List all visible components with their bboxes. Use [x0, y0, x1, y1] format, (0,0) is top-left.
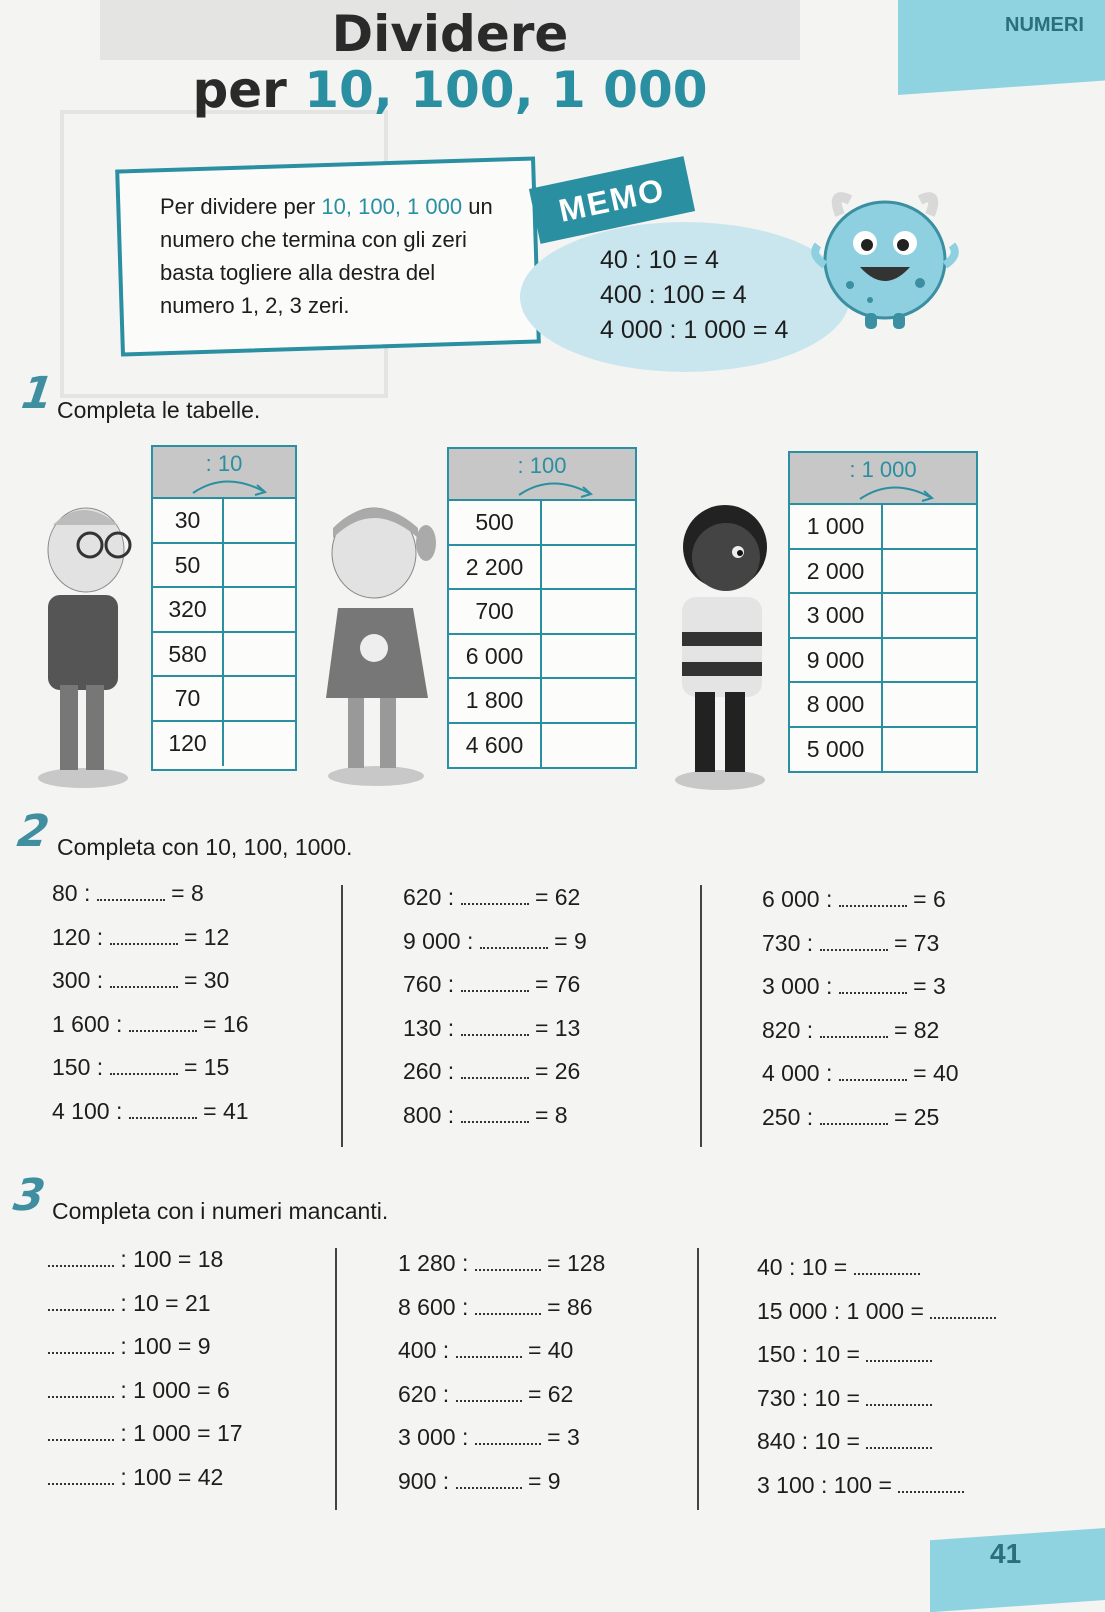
equation-line: [48, 1464, 223, 1491]
blank-answer[interactable]: [866, 1433, 932, 1449]
equation-result: = 76: [534, 971, 581, 998]
blank-answer[interactable]: [930, 1303, 996, 1319]
equation-line: [757, 1298, 996, 1325]
equation-result: = 30: [183, 967, 230, 994]
equation-result: = 41: [203, 1098, 249, 1124]
blank-answer[interactable]: [48, 1469, 114, 1485]
equation-result: = 16: [203, 1010, 249, 1037]
equation-result: = 12: [183, 923, 230, 950]
table-operator: : 1 000: [849, 457, 917, 482]
equation-dividend: 620 :: [398, 1380, 450, 1407]
title-line-1: Dividere: [331, 5, 569, 63]
equation-text: 730 : 10 =: [757, 1384, 860, 1411]
equation-line: [403, 1015, 580, 1042]
equation-rest: : 1 000 = 6: [120, 1376, 230, 1403]
blank-answer[interactable]: [461, 1107, 529, 1123]
blank-answer[interactable]: [129, 1103, 197, 1119]
equation-result: = 40: [527, 1337, 574, 1364]
equation-result: = 15: [183, 1054, 230, 1081]
table-row: [790, 683, 976, 728]
memo-examples: [600, 243, 788, 348]
blank-answer[interactable]: [97, 885, 165, 901]
equation-line: [762, 1104, 939, 1131]
blank-answer[interactable]: [898, 1477, 964, 1493]
equation-dividend: 760 :: [403, 971, 455, 998]
answer-cell[interactable]: [542, 724, 635, 769]
table-value: 50: [153, 544, 224, 587]
equation-dividend: 730 :: [762, 929, 814, 956]
table-row: [790, 550, 976, 595]
blank-answer[interactable]: [475, 1299, 541, 1315]
table-row: [153, 722, 295, 767]
blank-answer[interactable]: [48, 1295, 114, 1311]
exercise-3-title: Completa con i numeri mancanti.: [52, 1198, 389, 1224]
table-value: 70: [153, 677, 224, 720]
arrow-icon: [449, 463, 635, 499]
equation-dividend: 620 :: [403, 884, 455, 910]
table-row: [449, 724, 635, 769]
equation-dividend: 80 :: [52, 880, 91, 906]
equation-rest: : 100 = 42: [120, 1464, 224, 1490]
equation-line: [48, 1377, 230, 1404]
rule-numbers: 10, 100, 1 000: [321, 194, 463, 219]
equation-rest: : 100 = 18: [120, 1246, 224, 1272]
memo-example: 40 : 10 = 4: [600, 246, 719, 274]
blank-answer[interactable]: [110, 1059, 178, 1075]
rule-prefix: Per dividere per: [160, 194, 322, 219]
blank-answer[interactable]: [48, 1338, 114, 1354]
table-row: [790, 639, 976, 684]
column-divider: [700, 885, 702, 1147]
table-row: [153, 499, 295, 544]
equation-result: = 3: [913, 973, 946, 1000]
title-line-2: [170, 62, 730, 118]
blank-answer[interactable]: [866, 1390, 932, 1406]
equation-result: = 3: [547, 1424, 580, 1451]
equation-dividend: 3 000 :: [398, 1424, 469, 1451]
equation-dividend: 9 000 :: [403, 927, 474, 954]
equation-rest: : 1 000 = 17: [120, 1420, 243, 1447]
equation-line: [757, 1472, 964, 1499]
equation-text: 40 : 10 =: [757, 1254, 848, 1280]
equation-result: = 26: [534, 1058, 581, 1085]
blank-answer[interactable]: [820, 1109, 888, 1125]
page-number: 41: [990, 1538, 1022, 1569]
equation-dividend: 900 :: [398, 1468, 450, 1494]
equation-result: = 82: [893, 1016, 940, 1043]
equation-text: 840 : 10 =: [757, 1428, 860, 1455]
equation-result: = 73: [893, 929, 940, 956]
table-row: [449, 635, 635, 680]
equation-line: [403, 971, 580, 998]
column-divider: [335, 1248, 337, 1510]
equation-line: [762, 930, 939, 957]
table-value: 1 800: [449, 679, 542, 722]
equation-line: [52, 967, 229, 994]
blank-answer[interactable]: [461, 889, 529, 905]
equation-line: [48, 1246, 223, 1273]
division-table-10: [151, 445, 297, 771]
memo-rule-text: [160, 190, 510, 322]
equation-result: = 128: [547, 1250, 606, 1276]
answer-cell[interactable]: [224, 499, 295, 542]
equation-line: [403, 884, 580, 911]
equation-line: [757, 1254, 920, 1281]
equation-result: = 86: [547, 1293, 593, 1320]
division-table-100: [447, 447, 637, 769]
equation-result: = 9: [527, 1468, 561, 1494]
table-value: 6 000: [449, 635, 542, 678]
answer-cell[interactable]: [224, 722, 295, 767]
column-divider: [341, 885, 343, 1147]
table-value: 2 000: [790, 550, 883, 593]
division-table-1000: [788, 451, 978, 773]
answer-cell[interactable]: [883, 639, 976, 682]
blank-answer[interactable]: [839, 891, 907, 907]
blank-answer[interactable]: [456, 1342, 522, 1358]
equation-result: = 9: [554, 927, 587, 954]
equation-dividend: 250 :: [762, 1104, 814, 1130]
answer-cell[interactable]: [542, 635, 635, 678]
table-row: [449, 546, 635, 591]
equation-result: = 8: [534, 1102, 568, 1128]
blank-answer[interactable]: [839, 978, 907, 994]
equation-dividend: 120 :: [52, 923, 104, 950]
table-value: 1 000: [790, 505, 883, 548]
blank-answer[interactable]: [820, 1022, 888, 1038]
equation-result: = 62: [527, 1380, 574, 1407]
blank-answer[interactable]: [475, 1255, 541, 1271]
blank-answer[interactable]: [461, 1020, 529, 1036]
answer-cell[interactable]: [883, 728, 976, 773]
equation-line: [52, 880, 204, 907]
answer-cell[interactable]: [883, 505, 976, 548]
table-operator: : 10: [205, 451, 243, 476]
equation-dividend: 800 :: [403, 1102, 455, 1128]
equation-line: [48, 1290, 211, 1317]
blank-answer[interactable]: [110, 972, 178, 988]
blank-answer[interactable]: [475, 1429, 541, 1445]
equation-dividend: 8 600 :: [398, 1293, 469, 1320]
table-value: 4 600: [449, 724, 542, 769]
blank-answer[interactable]: [480, 933, 548, 949]
answer-cell[interactable]: [883, 594, 976, 637]
equation-dividend: 1 600 :: [52, 1010, 123, 1037]
equation-rest: : 100 = 9: [120, 1333, 211, 1360]
table-value: 320: [153, 588, 224, 631]
blank-answer[interactable]: [456, 1386, 522, 1402]
rule-rest: un numero che termina con gli zeri basta togliere alla destra del numero 1, 2, 3 zeri.: [160, 194, 493, 318]
arrow-icon: [790, 467, 976, 503]
table-value: 2 200: [449, 546, 542, 589]
blank-answer[interactable]: [48, 1382, 114, 1398]
answer-cell[interactable]: [542, 590, 635, 633]
exercise-2-number: 2: [14, 806, 53, 857]
equation-text: 15 000 : 1 000 =: [757, 1297, 924, 1324]
title-prefix: per: [192, 61, 305, 119]
blank-answer[interactable]: [461, 976, 529, 992]
exercise-2-title: Completa con 10, 100, 1000.: [57, 834, 353, 860]
equation-line: [398, 1294, 593, 1321]
table-value: 5 000: [790, 728, 883, 773]
table-row: [153, 677, 295, 722]
table-header: [790, 453, 976, 505]
table-operator: : 100: [517, 453, 567, 478]
section-label: NUMERI: [1005, 14, 1084, 36]
answer-cell[interactable]: [224, 677, 295, 720]
equation-line: [762, 1017, 939, 1044]
blank-answer[interactable]: [839, 1065, 907, 1081]
answer-cell[interactable]: [542, 501, 635, 544]
boy-glasses-illustration: [28, 500, 138, 790]
equation-dividend: 4 000 :: [762, 1060, 833, 1087]
table-row: [790, 594, 976, 639]
column-divider: [697, 1248, 699, 1510]
equation-dividend: 260 :: [403, 1058, 455, 1085]
equation-line: [48, 1333, 211, 1360]
answer-cell[interactable]: [224, 633, 295, 676]
blank-answer[interactable]: [48, 1251, 114, 1267]
equation-line: [52, 924, 229, 951]
table-value: 120: [153, 722, 224, 767]
equation-dividend: 3 000 :: [762, 973, 833, 1000]
equation-dividend: 1 280 :: [398, 1250, 469, 1276]
equation-line: [398, 1468, 561, 1495]
girl-pigtails-illustration: [318, 498, 438, 788]
table-row: [449, 590, 635, 635]
table-value: 500: [449, 501, 542, 544]
blank-answer[interactable]: [461, 1063, 529, 1079]
equation-dividend: 300 :: [52, 967, 104, 994]
blank-answer[interactable]: [48, 1425, 114, 1441]
blank-answer[interactable]: [129, 1016, 197, 1032]
blank-answer[interactable]: [456, 1473, 522, 1489]
table-row: [449, 501, 635, 546]
equation-line: [398, 1337, 573, 1364]
table-value: 580: [153, 633, 224, 676]
equation-line: [762, 886, 946, 913]
exercise-1-title: Completa le tabelle.: [57, 397, 261, 423]
equation-text: 150 : 10 =: [757, 1341, 860, 1368]
memo-example: 4 000 : 1 000 = 4: [600, 316, 789, 344]
equation-line: [398, 1424, 580, 1451]
memo-example: 400 : 100 = 4: [600, 281, 747, 309]
table-value: 30: [153, 499, 224, 542]
table-row: [153, 588, 295, 633]
blank-answer[interactable]: [110, 929, 178, 945]
monster-mascot-icon: [810, 185, 960, 335]
equation-line: [398, 1250, 605, 1277]
equation-rest: : 10 = 21: [120, 1289, 211, 1316]
table-row: [790, 505, 976, 550]
equation-line: [48, 1420, 243, 1447]
blank-answer[interactable]: [820, 935, 888, 951]
equation-line: [762, 1060, 959, 1087]
equation-result: = 8: [171, 880, 204, 906]
table-header: [153, 447, 295, 499]
equation-result: = 62: [534, 884, 581, 910]
equation-result: = 25: [893, 1104, 940, 1130]
equation-line: [52, 1098, 249, 1125]
equation-result: = 6: [913, 886, 946, 912]
exercise-3-number: 3: [10, 1170, 49, 1221]
boy-curly-illustration: [660, 502, 780, 792]
equation-dividend: 150 :: [52, 1054, 104, 1081]
table-value: 3 000: [790, 594, 883, 637]
equation-line: [403, 1058, 580, 1085]
equation-line: [403, 1102, 568, 1129]
table-value: 8 000: [790, 683, 883, 726]
table-header: [449, 449, 635, 501]
answer-cell[interactable]: [224, 588, 295, 631]
equation-line: [757, 1428, 932, 1455]
arrow-icon: [153, 461, 295, 497]
equation-line: [52, 1054, 229, 1081]
equation-dividend: 400 :: [398, 1337, 450, 1364]
answer-cell[interactable]: [883, 683, 976, 726]
equation-dividend: 130 :: [403, 1014, 455, 1041]
answer-cell[interactable]: [542, 546, 635, 589]
memo-badge: MEMO: [529, 156, 695, 244]
equation-result: = 13: [534, 1014, 581, 1041]
equation-line: [398, 1381, 573, 1408]
table-row: [449, 679, 635, 724]
equation-line: [52, 1011, 249, 1038]
table-row: [153, 633, 295, 678]
equation-dividend: 820 :: [762, 1016, 814, 1043]
blank-answer[interactable]: [866, 1346, 932, 1362]
equation-line: [757, 1341, 932, 1368]
blank-answer[interactable]: [854, 1259, 920, 1275]
table-row: [153, 544, 295, 589]
table-value: 700: [449, 590, 542, 633]
exercise-1-number: 1: [18, 368, 57, 419]
table-row: [790, 728, 976, 773]
answer-cell[interactable]: [883, 550, 976, 593]
answer-cell[interactable]: [542, 679, 635, 722]
table-value: 9 000: [790, 639, 883, 682]
equation-dividend: 6 000 :: [762, 886, 833, 912]
answer-cell[interactable]: [224, 544, 295, 587]
equation-text: 3 100 : 100 =: [757, 1472, 892, 1498]
equation-dividend: 4 100 :: [52, 1098, 123, 1124]
equation-result: = 40: [913, 1060, 959, 1087]
equation-line: [762, 973, 946, 1000]
equation-line: [403, 928, 587, 955]
equation-line: [757, 1385, 932, 1412]
title-numbers: 10, 100, 1 000: [304, 61, 708, 119]
page-title: [170, 6, 730, 118]
